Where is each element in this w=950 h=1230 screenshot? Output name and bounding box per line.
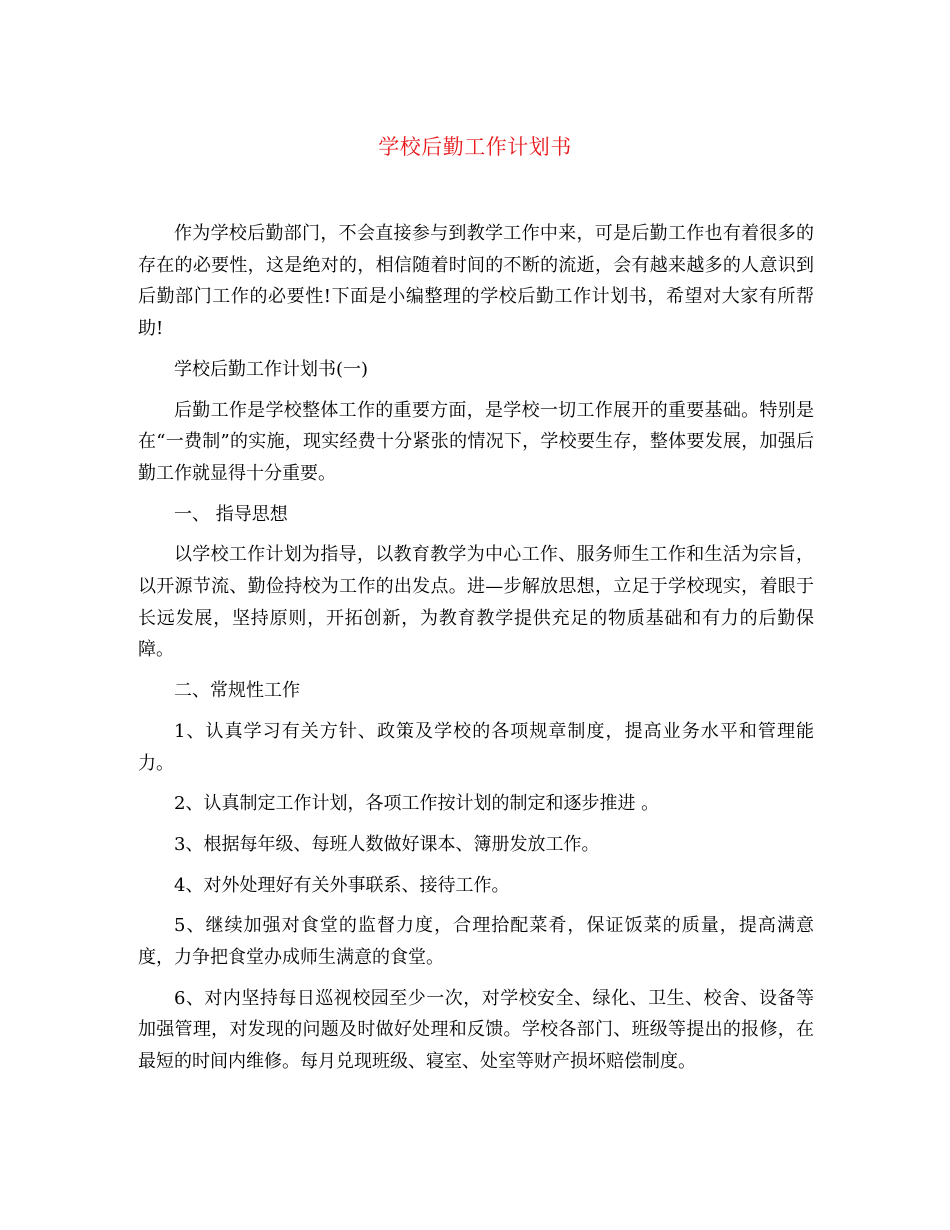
routine-item-6: 6、对内坚持每日巡视校园至少一次，对学校安全、绿化、卫生、校舍、设备等加强管理，对发现的问题及时做好处理和反馈。学校各部门、班级等提出的报修，在最短的时间内维修。每月兑现班级、寝室、处室等财产损坏赔偿制度。 [138, 987, 814, 1073]
guiding-ideology-paragraph: 以学校工作计划为指导，以教育教学为中心工作、服务师生工作和生活为宗旨，以开源节流、勤俭持校为工作的出发点。进—步解放思想，立足于学校现实，着眼于长远发展，坚持原则，开拓创新，为教育教学提供充足的物质基础和有力的后勤保障。 [138, 544, 814, 661]
routine-item-4: 4、对外处理好有关外事联系、接待工作。 [174, 874, 510, 896]
section-heading-plan-one: 学校后勤工作计划书(一) [174, 358, 369, 380]
section-heading-routine-work: 二、常规性工作 [174, 680, 300, 702]
routine-item-2: 2、认真制定工作计划，各项工作按计划的制定和逐步推进 。 [174, 793, 660, 815]
document-title: 学校后勤工作计划书 [378, 135, 572, 159]
routine-item-5: 5、继续加强对食堂的监督力度，合理拾配菜肴，保证饭菜的质量，提高满意度，力争把食堂办成师生满意的食堂。 [138, 915, 814, 969]
overview-paragraph: 后勤工作是学校整体工作的重要方面，是学校一切工作展开的重要基础。特别是在“一费制”的实施，现实经费十分紧张的情况下，学校要生存，整体要发展，加强后勤工作就显得十分重要。 [138, 399, 814, 484]
section-heading-guiding-ideology: 一、 指导思想 [174, 503, 288, 525]
document-body [138, 218, 814, 1078]
routine-item-1: 1、认真学习有关方针、政策及学校的各项规章制度，提高业务水平和管理能力。 [138, 720, 814, 774]
intro-paragraph: 作为学校后勤部门，不会直接参与到教学工作中来，可是后勤工作也有着很多的存在的必要性，这是绝对的，相信随着时间的不断的流逝，会有越来越多的人意识到后勤部门工作的必要性!下面是小编整理的学校后勤工作计划书，希望对大家有所帮助! [138, 223, 814, 340]
routine-item-3: 3、根据每年级、每班人数做好课本、簿册发放工作。 [174, 833, 600, 855]
